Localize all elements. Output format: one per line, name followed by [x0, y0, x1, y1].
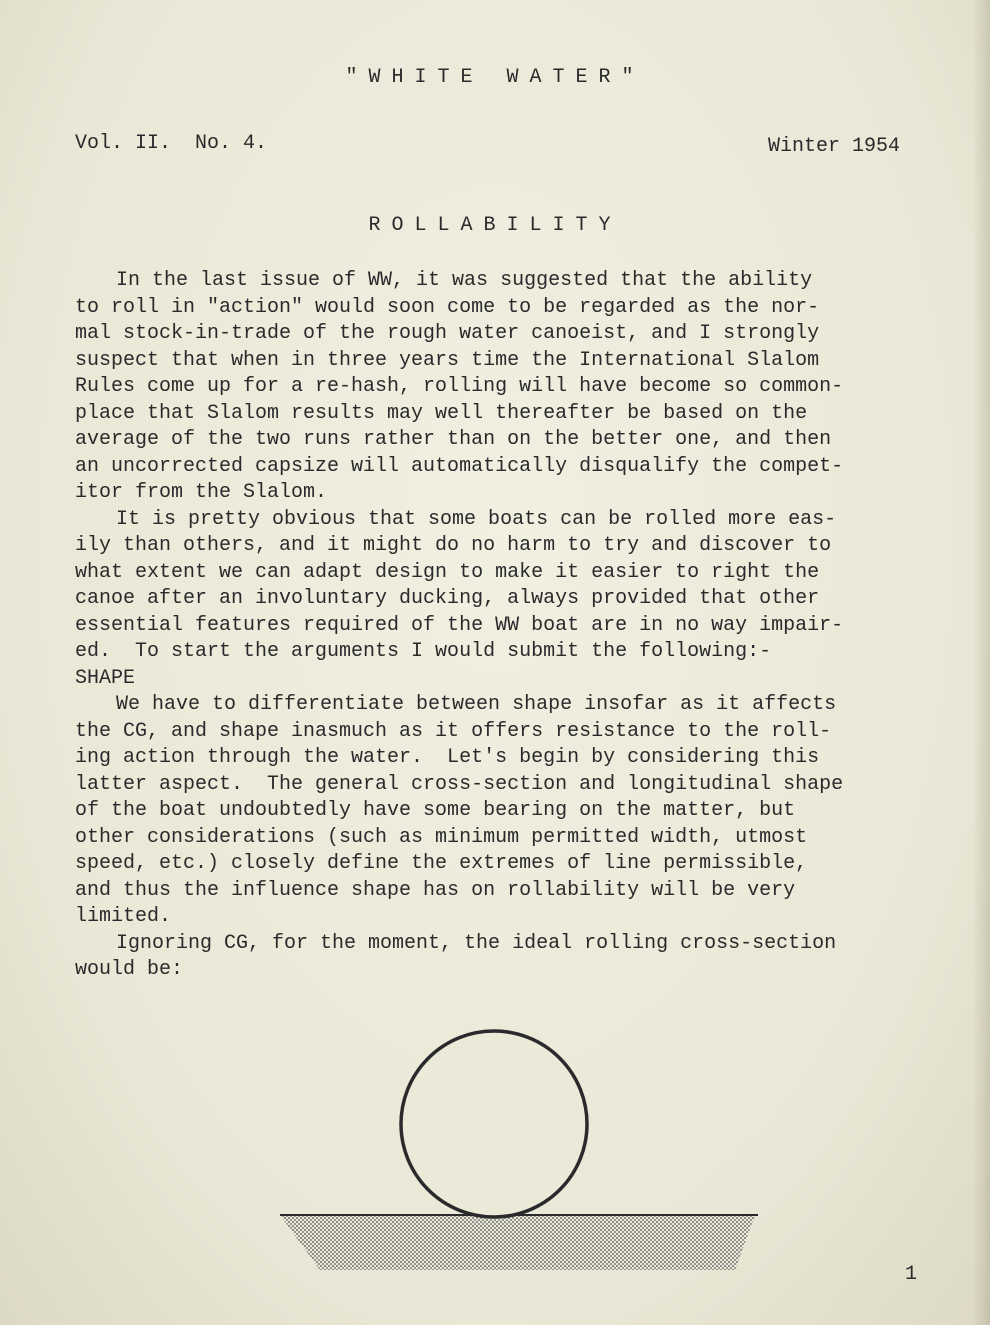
text-line: and thus the influence shape has on rollability will be very — [75, 878, 796, 902]
text-line: It is pretty obvious that some boats can be rolled more eas- — [116, 507, 837, 531]
text-line: canoe after an involuntary ducking, always provided that other — [75, 587, 820, 610]
text-line: In the last issue of WW, it was suggested that the ability — [116, 269, 813, 292]
text-line: an uncorrected capsize will automatically disqualify the compet- — [75, 454, 844, 478]
text-line: ing action through the water. Let's begin by considering this — [75, 746, 820, 769]
text-line: place that Slalom results may well thereafter be based on the — [75, 401, 808, 425]
article-body — [75, 268, 955, 984]
text-line: Ignoring CG, for the moment, the ideal rolling cross-section — [116, 931, 837, 955]
text-line: limited. — [75, 905, 172, 928]
water-region — [280, 1215, 755, 1270]
text-line: suspect that when in three years time the International Slalom — [75, 348, 820, 372]
text-line: would be: — [75, 958, 184, 981]
text-line: ily than others, and it might do no harm to try and discover to — [75, 534, 832, 557]
issue-date: Winter 1954 — [768, 135, 901, 158]
article-title: ROLLABILITY — [368, 214, 622, 237]
page-number: 1 — [905, 1263, 918, 1286]
text-line: what extent we can adapt design to make it easier to right the — [75, 560, 820, 584]
text-line: other considerations (such as minimum permitted width, utmost — [75, 825, 808, 849]
text-line: essential features required of the WW boat are in no way impair- — [75, 613, 844, 637]
text-line: of the boat undoubtedly have some bearing on the matter, but — [75, 799, 796, 822]
text-line: mal stock-in-trade of the rough water canoeist, and I strongly — [75, 322, 820, 345]
text-line: latter aspect. The general cross-section and longitudinal shape — [75, 772, 844, 796]
volume-number: Vol. II. No. 4. — [75, 132, 268, 155]
text-line: speed, etc.) closely define the extremes of line permissible, — [75, 852, 808, 875]
text-line: average of the two runs rather than on the better one, and then — [75, 428, 832, 451]
text-line: ed. To start the arguments I would submit the following:- — [75, 640, 772, 663]
text-line: Rules come up for a re-hash, rolling will have become so common- — [75, 375, 844, 398]
text-line: We have to differentiate between shape insofar as it affects — [116, 693, 837, 716]
text-line: itor from the Slalom. — [75, 481, 328, 504]
text-line: to roll in "action" would soon come to be regarded as the nor- — [75, 295, 820, 319]
text-line: the CG, and shape inasmuch as it offers resistance to the roll- — [75, 719, 832, 743]
section-heading-shape: SHAPE — [75, 666, 136, 690]
circle-icon — [401, 1031, 587, 1217]
masthead: "WHITE WATER" — [345, 66, 645, 89]
circle-cross-section-figure — [280, 1025, 760, 1275]
